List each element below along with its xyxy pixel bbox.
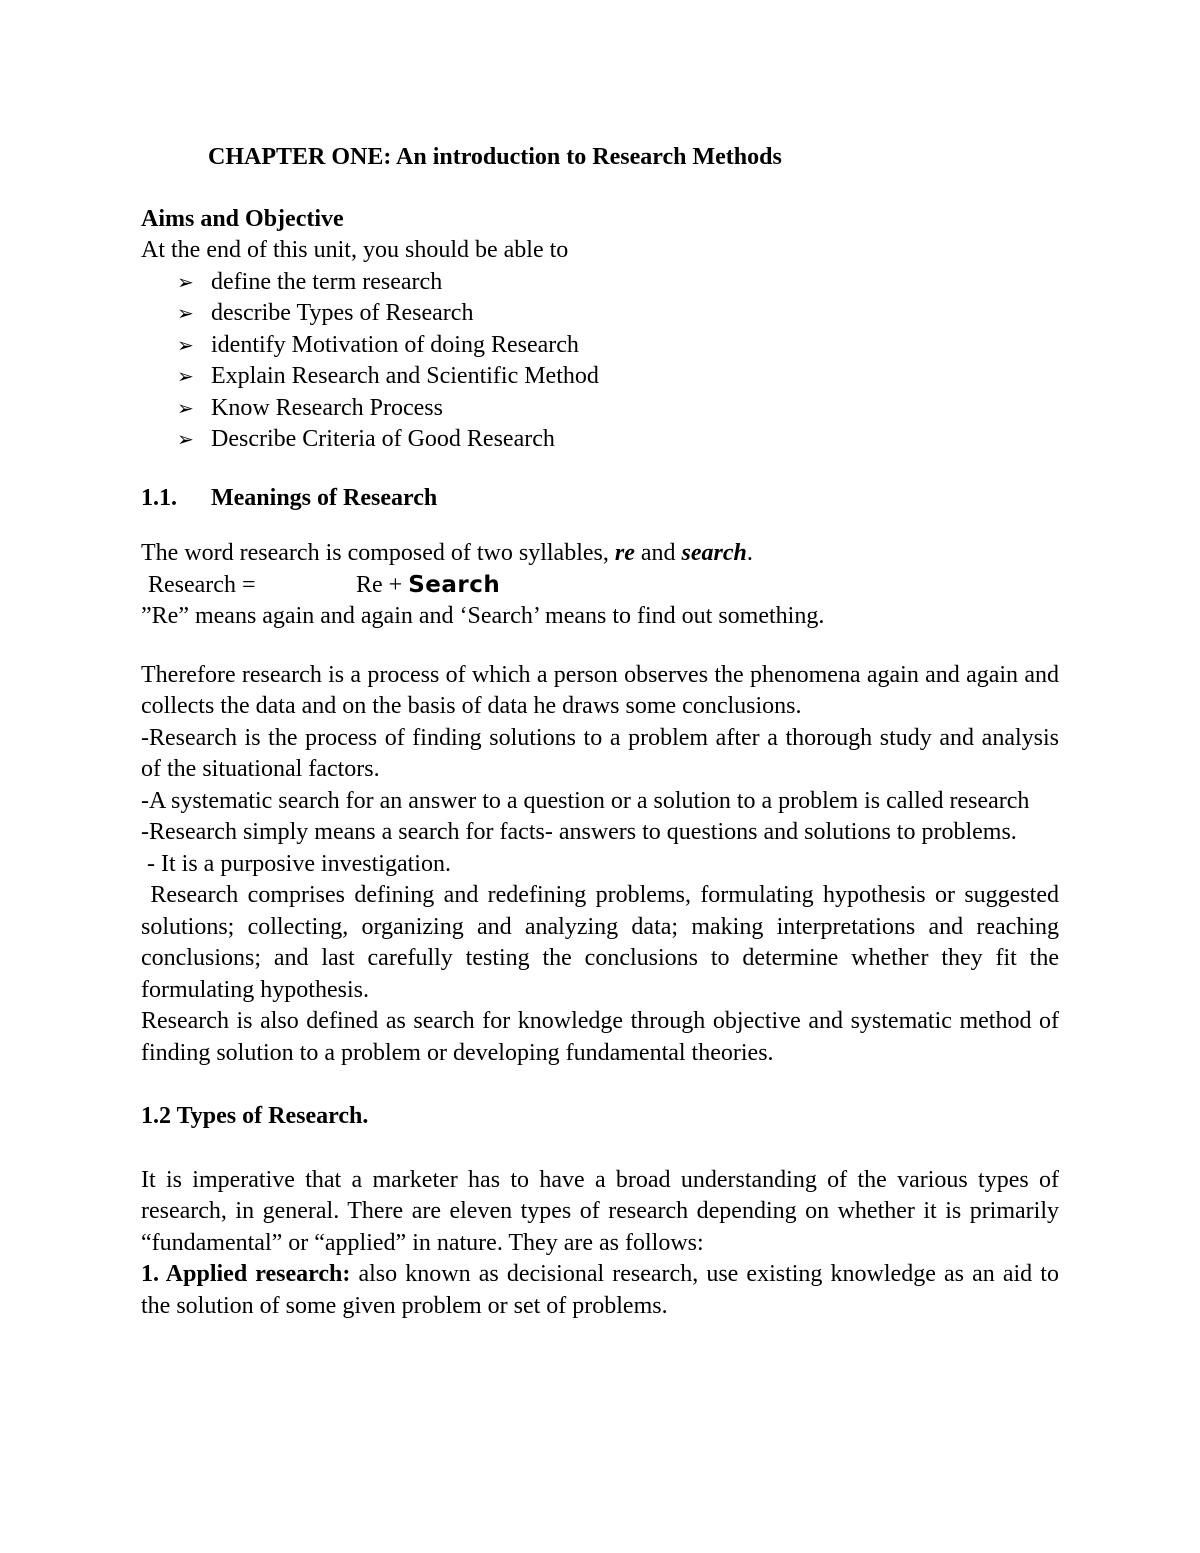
- list-item: [177, 330, 1059, 362]
- arrow-bullet-icon: ➢: [177, 427, 194, 451]
- arrow-bullet-icon: ➢: [177, 395, 194, 420]
- applied-research-item: [141, 1259, 1059, 1322]
- applied-research-label: 1. Applied research:: [141, 1261, 351, 1287]
- re-meaning: ”Re” means again and again and ‘Search’ means to find out something.: [141, 603, 825, 629]
- objectives-list: [141, 267, 1059, 456]
- paragraph: Therefore research is a process of which a person observes the phenomena again and again and collects the data and on the basis of data he draws some conclusions.: [141, 661, 1059, 719]
- list-item: [177, 267, 1059, 299]
- equation-left: Research =: [148, 571, 256, 598]
- section-number: 1.1.: [141, 484, 177, 511]
- list-item: [177, 424, 1059, 456]
- spacer: [141, 633, 1059, 660]
- arrow-bullet-icon: ➢: [177, 364, 194, 388]
- paragraph: -Research is the process of finding solutions to a problem after a thorough study and analysis of the situational factors.: [141, 724, 1059, 782]
- arrow-bullet-icon: ➢: [177, 301, 194, 325]
- types-intro: It is imperative that a marketer has to have a broad understanding of the various types of research, in general. There are eleven types of research depending on whether it is primarily “fundamental” or “applied” in nature. They are as follows:: [141, 1166, 1059, 1256]
- section-heading-1-1: [141, 483, 1059, 515]
- list-item: [177, 298, 1059, 330]
- syllable-re: re: [614, 540, 635, 566]
- syllables-sentence: [141, 538, 1059, 570]
- chapter-title: CHAPTER ONE: An introduction to Research Methods: [208, 144, 782, 170]
- objective-text: identify Motivation of doing Research: [211, 331, 579, 358]
- paragraph: Research comprises defining and redefining problems, formulating hypothesis or suggested solutions; collecting, organizing and analyzing data; making interpretations and reaching conclusions; and last carefully testing the conclusions to determine whether they fit the formulating hypothesis.: [141, 882, 1065, 1003]
- list-item: [177, 361, 1059, 393]
- syllables-end: .: [746, 540, 753, 566]
- section-title: Meanings of Research: [211, 484, 438, 511]
- arrow-bullet-icon: ➢: [177, 269, 194, 294]
- objective-text: Know Research Process: [211, 394, 443, 421]
- section-heading-1-2: 1.2 Types of Research.: [141, 1103, 369, 1129]
- list-item: [177, 393, 1059, 425]
- arrow-bullet-icon: ➢: [177, 332, 194, 357]
- applied-research-text: also known as decisional research, use existing knowledge as an aid to the solution of some given problem or set of problems.: [141, 1261, 1059, 1319]
- paragraph: Research is also defined as search for knowledge through objective and systematic method of finding solution to a problem or developing fundamental theories.: [141, 1008, 1059, 1066]
- equation-re: Re +: [356, 571, 409, 598]
- syllables-text: The word research is composed of two syllables,: [141, 540, 615, 566]
- research-equation: [141, 570, 1059, 602]
- equation-search: Search: [408, 571, 501, 598]
- aims-intro: At the end of this unit, you should be able to: [141, 237, 569, 263]
- objective-text: define the term research: [211, 268, 443, 295]
- objective-text: describe Types of Research: [211, 300, 474, 326]
- objective-text: Describe Criteria of Good Research: [211, 426, 555, 452]
- aims-heading: Aims and Objective: [141, 205, 344, 232]
- syllable-search: search: [681, 540, 747, 566]
- paragraph: -A systematic search for an answer to a question or a solution to a problem is called research: [141, 787, 1030, 814]
- syllables-and: and: [634, 540, 682, 566]
- paragraph: -Research simply means a search for facts- answers to questions and solutions to problems.: [141, 819, 1017, 845]
- objective-text: Explain Research and Scientific Method: [211, 363, 599, 389]
- document-content: [141, 142, 1065, 1322]
- paragraph: - It is a purposive investigation.: [141, 850, 451, 877]
